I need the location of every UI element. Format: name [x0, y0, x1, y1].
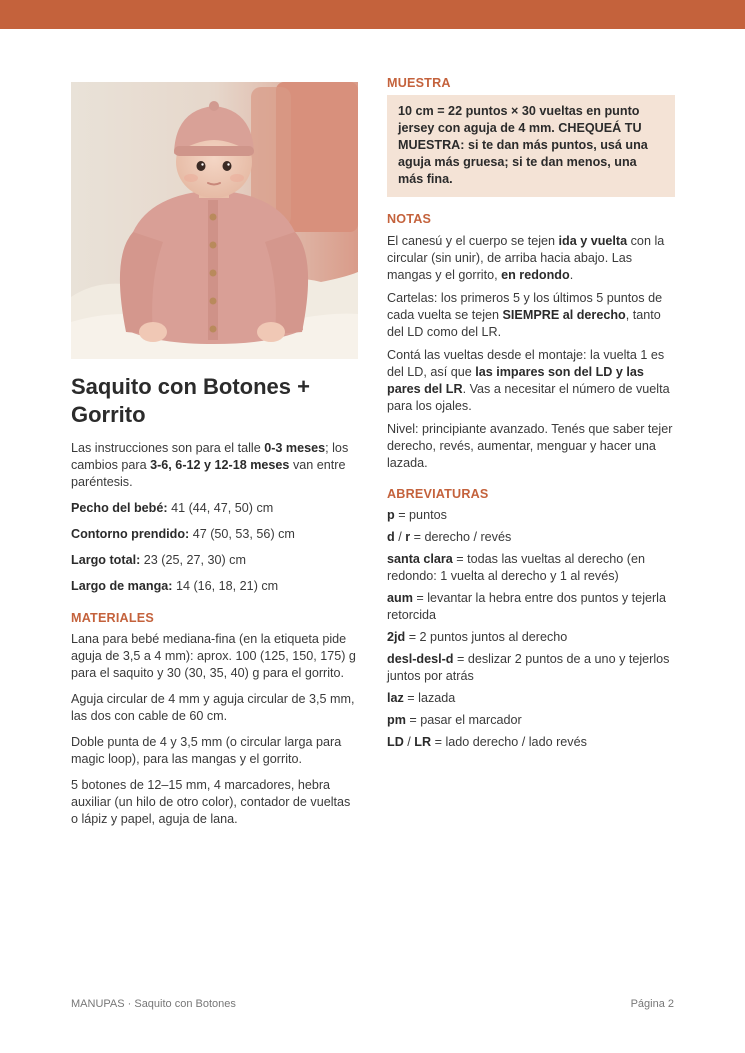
materials-notions: 5 botones de 12–15 mm, 4 marcadores, hebra auxiliar (un hilo de otro color), contador de vueltas o lápiz y papel, aguja de lana.: [71, 778, 351, 826]
gauge-heading: MUESTRA: [387, 76, 451, 90]
note-construction: El canesú y el cuerpo se tejen ida y vuelta con la circular (sin unir), de arriba hacia abajo. Las mangas y el gorrito, en redondo.: [387, 234, 665, 282]
notes-heading: NOTAS: [387, 212, 432, 226]
materials-circular-needles: Aguja circular de 4 mm y aguja circular de 3,5 mm, las dos con cable de 60 cm.: [71, 692, 355, 723]
abbr-item: desl-desl-d = deslizar 2 puntos de a uno y tejerlos juntos por atrás: [387, 652, 670, 683]
baby-cardigan-photo: [71, 82, 358, 359]
measure-chest: Pecho del bebé: 41 (44, 47, 50) cm: [71, 501, 274, 515]
measure-length: Largo total: 23 (25, 27, 30) cm: [71, 553, 246, 567]
measure-sleeve: Largo de manga: 14 (16, 18, 21) cm: [71, 579, 279, 593]
abbr-item: d / r = derecho / revés: [387, 530, 512, 544]
abbr-item: LD / LR = lado derecho / lado revés: [387, 735, 587, 749]
note-level: Nivel: principiante avanzado. Tenés que saber tejer derecho, revés, aumentar, menguar y hacer una lazada.: [387, 422, 673, 470]
note-bands: Cartelas: los primeros 5 y los últimos 5 puntos de cada vuelta se tejen SIEMPRE al derecho, tanto del LD como del LR.: [387, 291, 663, 339]
materials-dpn: Doble punta de 4 y 3,5 mm (o circular larga para magic loop), para las mangas y el gorrito.: [71, 735, 342, 766]
footer-brand: MANUPAS · Saquito con Botones: [71, 998, 236, 1010]
page-title: Saquito con Botones + Gorrito: [71, 374, 310, 427]
abbreviations-heading: ABREVIATURAS: [387, 487, 489, 501]
abbreviations-list: [387, 507, 675, 751]
abbr-item: p = puntos: [387, 508, 447, 522]
note-rows: Contá las vueltas desde el montaje: la vuelta 1 es del LD, así que las impares son del LD y las pares del LR. Vas a necesitar el número de vuelta para los ojales.: [387, 348, 670, 413]
left-column: [71, 82, 359, 828]
measure-buttoned: Contorno prendido: 47 (50, 53, 56) cm: [71, 527, 295, 541]
abbr-item: 2jd = 2 puntos juntos al derecho: [387, 630, 568, 644]
footer-page-number: Página 2: [630, 998, 674, 1010]
gauge-box: 10 cm = 22 puntos × 30 vueltas en punto jersey con aguja de 4 mm. CHEQUEÁ TU MUESTRA: si te dan más puntos, usá una aguja más gruesa; si te dan menos, una más fina.: [387, 95, 675, 197]
abbr-item: pm = pasar el marcador: [387, 713, 522, 727]
right-column: [387, 75, 675, 751]
abbr-item: laz = lazada: [387, 691, 456, 705]
size-intro: Las instrucciones son para el talle 0-3 meses; los cambios para 3-6, 6-12 y 12-18 meses van entre paréntesis.: [71, 441, 349, 489]
abbr-item: santa clara = todas las vueltas al derecho (en redondo: 1 vuelta al derecho y 1 al revés): [387, 552, 645, 583]
materials-heading: MATERIALES: [71, 611, 154, 625]
top-accent-band: [0, 0, 745, 29]
abbr-item: aum = levantar la hebra entre dos puntos y tejerla retorcida: [387, 591, 666, 622]
materials-yarn: Lana para bebé mediana-fina (en la etiqueta pide aguja de 3,5 a 4 mm): aprox. 100 (125, 150, 175) g para el saquito y 30 (30, 35, 40) g para el gorrito.: [71, 632, 356, 680]
